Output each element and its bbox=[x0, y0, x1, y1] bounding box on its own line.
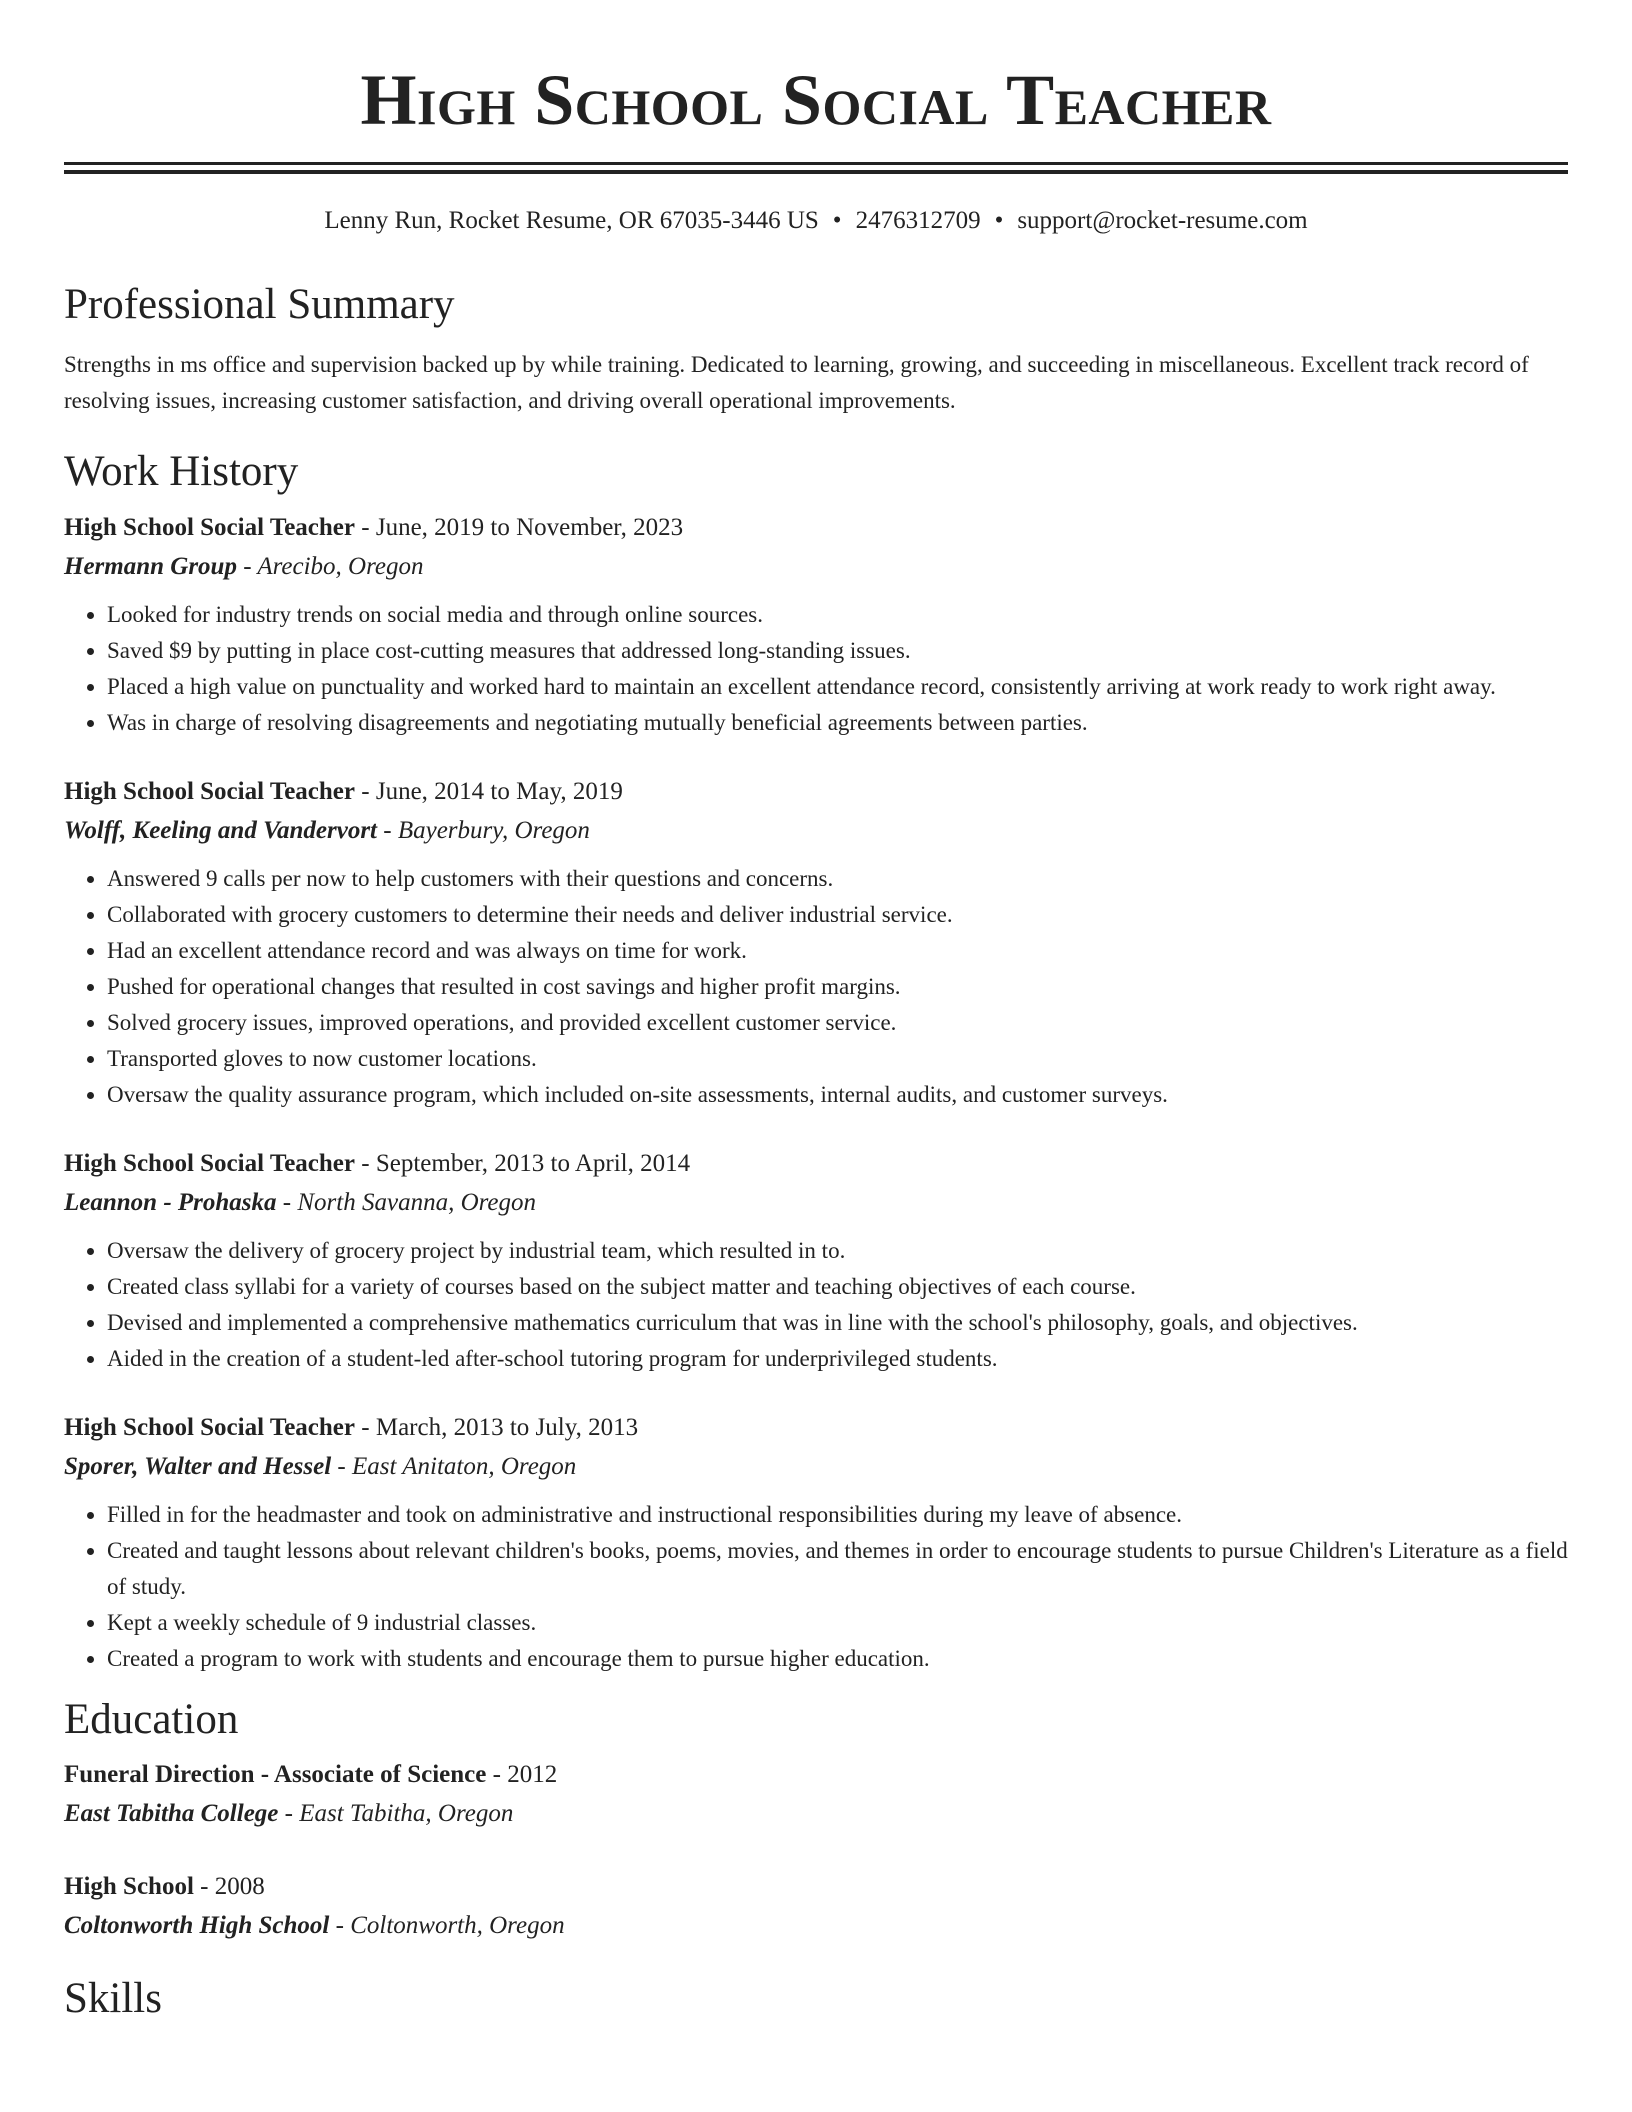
job-title: High School Social Teacher bbox=[64, 1149, 356, 1177]
education-school: East Tabitha College bbox=[64, 1800, 279, 1828]
job-dates: June, 2019 to November, 2023 bbox=[375, 513, 684, 541]
job-employer: Hermann Group bbox=[64, 552, 237, 580]
job-location: Arecibo, Oregon bbox=[257, 552, 424, 580]
job-bullet: • Created and taught lessons about relevant children's books, poems, movies, and themes in order to encourage students to pursue Children's Literature as a field of study. bbox=[107, 1533, 1568, 1605]
job-title-line: High School Social Teacher - June, 2019 to November, 2023 bbox=[64, 513, 684, 541]
job-bullet: • Answered 9 calls per now to help customers with their questions and concerns. bbox=[107, 861, 1568, 897]
job-employer: Wolff, Keeling and Vandervort bbox=[64, 816, 377, 844]
contact-email: support@rocket-resume.com bbox=[1017, 207, 1308, 234]
summary-section bbox=[64, 280, 1568, 419]
education-year: 2012 bbox=[507, 1761, 558, 1789]
job-entry bbox=[64, 1145, 1568, 1377]
contact-separator: • bbox=[832, 207, 842, 234]
job-dates: March, 2013 to July, 2013 bbox=[375, 1413, 639, 1441]
education-entry bbox=[64, 1868, 1568, 1946]
header-double-rule bbox=[64, 162, 1568, 174]
job-employer-line: Wolff, Keeling and Vandervort - Bayerbury, Oregon bbox=[64, 816, 590, 844]
job-bullet: • Placed a high value on punctuality and worked hard to maintain an excellent attendance record, consistently arriving at work ready to work right away. bbox=[107, 669, 1568, 705]
education-heading: Education bbox=[64, 1695, 239, 1743]
summary-text: Strengths in ms office and supervision backed up by while training. Dedicated to learning, growing, and succeeding in miscellaneous. Excellent track record of resolving issues, increasing customer satisfaction, and driving overall operational improvements. bbox=[64, 352, 1529, 414]
job-location: North Savanna, Oregon bbox=[297, 1188, 537, 1216]
job-location: Bayerbury, Oregon bbox=[397, 816, 590, 844]
education-school-line: East Tabitha College - East Tabitha, Oregon bbox=[64, 1800, 514, 1828]
job-title-line: High School Social Teacher - June, 2014 to May, 2019 bbox=[64, 777, 623, 805]
education-location: Coltonworth, Oregon bbox=[350, 1912, 565, 1940]
job-bullet: • Kept a weekly schedule of 9 industrial classes. bbox=[107, 1605, 1568, 1641]
job-bullet: • Transported gloves to now customer locations. bbox=[107, 1041, 1568, 1077]
job-title-line: High School Social Teacher - March, 2013 to July, 2013 bbox=[64, 1413, 639, 1441]
skills-section bbox=[64, 1974, 1568, 2023]
job-employer: Leannon - Prohaska bbox=[64, 1188, 277, 1216]
contact-address: Lenny Run, Rocket Resume, OR 67035-3446 US bbox=[324, 207, 819, 234]
summary-heading: Professional Summary bbox=[64, 281, 455, 328]
job-title-line: High School Social Teacher - September, 2013 to April, 2014 bbox=[64, 1149, 691, 1177]
job-entry bbox=[64, 773, 1568, 1113]
job-bullet: • Aided in the creation of a student-led after-school tutoring program for underprivileged students. bbox=[107, 1341, 1568, 1377]
education-section bbox=[64, 1695, 1568, 1946]
job-bullet: • Created class syllabi for a variety of courses based on the subject matter and teaching objectives of each course. bbox=[107, 1269, 1568, 1305]
spacer bbox=[64, 1113, 1568, 1145]
job-bullet: • Looked for industry trends on social media and through online sources. bbox=[107, 597, 1568, 633]
job-entry bbox=[64, 1409, 1568, 1677]
job-bullet: • Had an excellent attendance record and was always on time for work. bbox=[107, 933, 1568, 969]
education-degree-line: High School - 2008 bbox=[64, 1873, 265, 1901]
job-employer: Sporer, Walter and Hessel bbox=[64, 1452, 332, 1480]
skills-heading: Skills bbox=[64, 1975, 162, 2023]
spacer bbox=[64, 1834, 1568, 1868]
job-entry bbox=[64, 509, 1568, 741]
job-employer-line: Leannon - Prohaska - North Savanna, Oregon bbox=[64, 1188, 537, 1216]
contact-line bbox=[64, 206, 1568, 236]
work-history-section bbox=[64, 447, 1568, 1676]
contact-separator: • bbox=[994, 207, 1004, 234]
education-location: East Tabitha, Oregon bbox=[299, 1800, 514, 1828]
education-school: Coltonworth High School bbox=[64, 1912, 330, 1940]
job-bullets bbox=[64, 1497, 1568, 1677]
job-employer-line: Sporer, Walter and Hessel - East Anitaton, Oregon bbox=[64, 1452, 577, 1480]
job-title: High School Social Teacher bbox=[64, 513, 356, 541]
work-history-heading: Work History bbox=[64, 448, 299, 496]
job-bullet: • Pushed for operational changes that resulted in cost savings and higher profit margins. bbox=[107, 969, 1568, 1005]
education-degree: Funeral Direction - Associate of Science bbox=[64, 1761, 487, 1789]
job-bullet: • Oversaw the delivery of grocery project by industrial team, which resulted in to. bbox=[107, 1233, 1568, 1269]
education-entry bbox=[64, 1756, 1568, 1834]
job-bullet: • Collaborated with grocery customers to determine their needs and deliver industrial service. bbox=[107, 897, 1568, 933]
job-bullet: • Created a program to work with students and encourage them to pursue higher education. bbox=[107, 1641, 1568, 1677]
job-bullet: • Filled in for the headmaster and took on administrative and instructional responsibilities during my leave of absence. bbox=[107, 1497, 1568, 1533]
contact-phone: 2476312709 bbox=[855, 207, 981, 234]
education-degree-line: Funeral Direction - Associate of Science - 2012 bbox=[64, 1761, 558, 1789]
job-dates: September, 2013 to April, 2014 bbox=[375, 1149, 691, 1177]
job-bullet: • Devised and implemented a comprehensive mathematics curriculum that was in line with the school's philosophy, goals, and objectives. bbox=[107, 1305, 1568, 1341]
spacer bbox=[64, 741, 1568, 773]
job-dates: June, 2014 to May, 2019 bbox=[375, 777, 623, 805]
job-bullet: • Solved grocery issues, improved operations, and provided excellent customer service. bbox=[107, 1005, 1568, 1041]
job-bullet: • Oversaw the quality assurance program, which included on-site assessments, internal audits, and customer surveys. bbox=[107, 1077, 1568, 1113]
job-employer-line: Hermann Group - Arecibo, Oregon bbox=[64, 552, 424, 580]
job-title: High School Social Teacher bbox=[64, 777, 356, 805]
job-title: High School Social Teacher bbox=[64, 1413, 356, 1441]
job-bullets bbox=[64, 597, 1568, 741]
job-bullets bbox=[64, 1233, 1568, 1377]
resume-name: High School Social Teacher bbox=[360, 60, 1272, 140]
job-bullets bbox=[64, 861, 1568, 1113]
job-bullet: • Was in charge of resolving disagreements and negotiating mutually beneficial agreements between parties. bbox=[107, 705, 1568, 741]
job-bullet: • Saved $9 by putting in place cost-cutting measures that addressed long-standing issues. bbox=[107, 633, 1568, 669]
spacer bbox=[64, 1377, 1568, 1409]
education-year: 2008 bbox=[214, 1873, 265, 1901]
job-location: East Anitaton, Oregon bbox=[352, 1452, 577, 1480]
education-school-line: Coltonworth High School - Coltonworth, Oregon bbox=[64, 1912, 565, 1940]
education-degree: High School bbox=[64, 1873, 194, 1901]
